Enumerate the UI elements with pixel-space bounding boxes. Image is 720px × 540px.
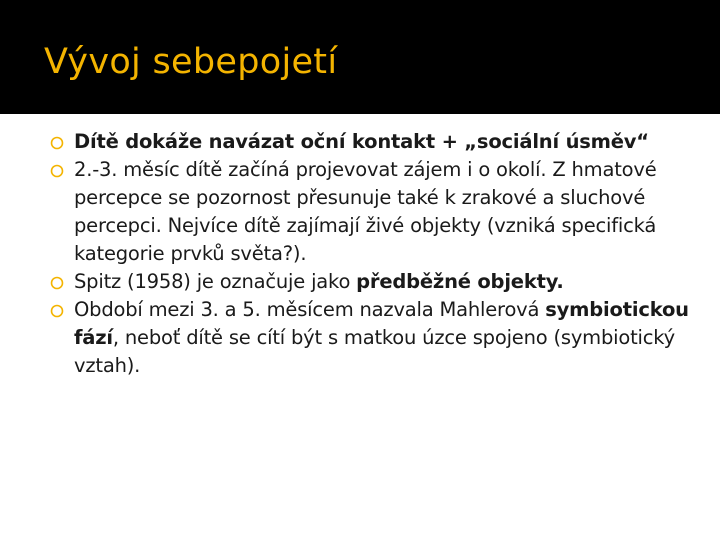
title-bar: [0, 0, 720, 114]
circle-bullet-icon: [50, 136, 67, 150]
bullet-list: [50, 128, 690, 380]
bullet-text-bold: Dítě dokáže navázat oční kontakt + „sociální úsměv“: [74, 130, 649, 153]
bullet-text: Období mezi 3. a 5. měsícem nazvala Mahlerová: [74, 298, 546, 321]
bullet-item: [50, 128, 690, 156]
bullet-text-bold: předběžné objekty.: [356, 270, 564, 293]
bullet-text: 2.-3. měsíc dítě začíná projevovat zájem i o okolí. Z hmatové percepce se pozornost přesunuje také k zrakové a sluchové percepci. Nejvíce dítě zajímají živé objekty (vzniká specifická kategorie prvků světa?).: [74, 158, 657, 265]
bullet-text-bold: symbiotickou fází: [74, 298, 689, 349]
bullet-item: [50, 156, 690, 268]
bullet-item: [50, 268, 690, 296]
slide-title: Vývoj sebepojetí: [44, 42, 338, 82]
bullet-item: [50, 296, 690, 380]
bullet-text: , neboť dítě se cítí být s matkou úzce spojeno (symbiotický vztah).: [74, 326, 676, 377]
circle-bullet-icon: [50, 276, 67, 290]
circle-bullet-icon: [50, 164, 67, 178]
circle-bullet-icon: [50, 304, 67, 318]
bullet-text: Spitz (1958) je označuje jako: [74, 270, 357, 293]
bullet-text: [74, 130, 649, 153]
